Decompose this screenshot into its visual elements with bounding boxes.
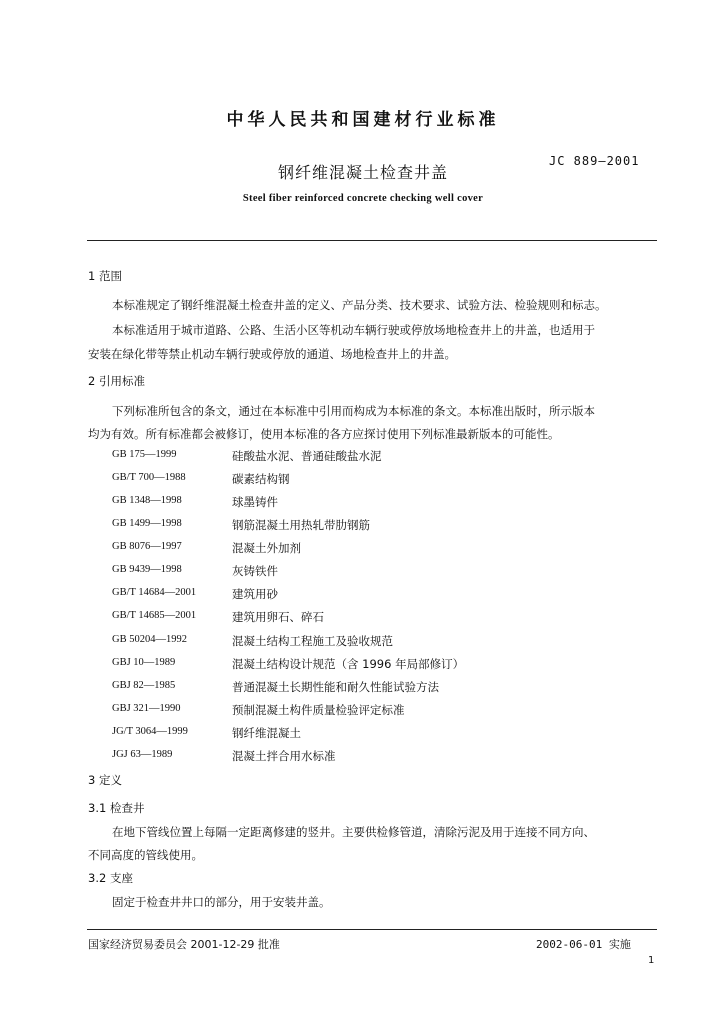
reference-name: 钢纤维混凝土 xyxy=(232,726,301,740)
reference-name: 混凝土结构工程施工及验收规范 xyxy=(232,634,393,648)
effective-date-note: 2002-06-01 实施 xyxy=(536,938,631,951)
reference-name: 建筑用卵石、碎石 xyxy=(232,610,324,624)
reference-code: GB 50204—1992 xyxy=(112,634,187,645)
reference-code: GB/T 700—1988 xyxy=(112,472,186,483)
section-3-1-text-line-2: 不同高度的管线使用。 xyxy=(88,848,203,862)
section-3-1-heading: 3.1 检查井 xyxy=(88,801,145,815)
reference-code: GBJ 321—1990 xyxy=(112,703,181,714)
reference-code: GB 1499—1998 xyxy=(112,518,182,529)
reference-code: GB/T 14685—2001 xyxy=(112,610,197,621)
section-2-intro-line-1: 下列标准所包含的条文，通过在本标准中引用而构成为本标准的条文。本标准出版时，所示版本 xyxy=(112,404,595,418)
section-1-paragraph-2-line-1: 本标准适用于城市道路、公路、生活小区等机动车辆行驶或停放场地检查井上的井盖，也适用于 xyxy=(112,323,595,337)
reference-code: GB 8076—1997 xyxy=(112,541,182,552)
document-title-zh: 钢纤维混凝土检查井盖 xyxy=(277,163,448,182)
header-divider xyxy=(87,240,657,241)
reference-name: 灰铸铁件 xyxy=(232,564,278,578)
section-3-1-text-line-1: 在地下管线位置上每隔一定距离修建的竖井。主要供检修管道，清除污泥及用于连接不同方向、 xyxy=(112,825,595,839)
reference-name: 混凝土结构设计规范（含 1996 年局部修订） xyxy=(232,657,465,671)
reference-name: 普通混凝土长期性能和耐久性能试验方法 xyxy=(232,680,439,694)
reference-name: 混凝土外加剂 xyxy=(232,541,301,555)
reference-name: 混凝土拌合用水标准 xyxy=(232,749,336,763)
document-title-en: Steel fiber reinforced concrete checking well cover xyxy=(242,193,484,204)
reference-name: 球墨铸件 xyxy=(232,495,278,509)
reference-code: GB 1348—1998 xyxy=(112,495,182,506)
section-3-2-heading: 3.2 支座 xyxy=(88,871,133,885)
reference-name: 碳素结构钢 xyxy=(232,472,290,486)
reference-code: JG/T 3064—1999 xyxy=(112,726,188,737)
page-number: 1 xyxy=(648,955,655,966)
footer-divider xyxy=(87,929,657,930)
section-1-paragraph-1: 本标准规定了钢纤维混凝土检查井盖的定义、产品分类、技术要求、试验方法、检验规则和标志。 xyxy=(112,298,607,312)
reference-code: GB/T 14684—2001 xyxy=(112,587,197,598)
reference-code: JGJ 63—1989 xyxy=(112,749,173,760)
reference-name: 硅酸盐水泥、普通硅酸盐水泥 xyxy=(232,449,382,463)
approval-note: 国家经济贸易委员会 2001-12-29 批准 xyxy=(88,938,280,951)
reference-code: GBJ 10—1989 xyxy=(112,657,176,668)
section-2-heading: 2 引用标准 xyxy=(88,374,145,388)
section-3-heading: 3 定义 xyxy=(88,773,122,787)
section-1-heading: 1 范围 xyxy=(88,269,122,283)
industry-standard-title: 中华人民共和国建材行业标准 xyxy=(226,110,500,130)
section-2-intro-line-2: 均为有效。所有标准都会被修订，使用本标准的各方应探讨使用下列标准最新版本的可能性。 xyxy=(88,427,560,441)
reference-name: 建筑用砂 xyxy=(232,587,278,601)
section-1-paragraph-2-line-2: 安装在绿化带等禁止机动车辆行驶或停放的通道、场地检查井上的井盖。 xyxy=(88,347,456,361)
section-3-2-text: 固定于检查井井口的部分，用于安装井盖。 xyxy=(112,895,331,909)
reference-code: GB 9439—1998 xyxy=(112,564,182,575)
reference-name: 钢筋混凝土用热轧带肋钢筋 xyxy=(232,518,370,532)
standard-code: JC 889—2001 xyxy=(549,154,640,168)
reference-code: GBJ 82—1985 xyxy=(112,680,176,691)
reference-name: 预制混凝土构件质量检验评定标准 xyxy=(232,703,405,717)
reference-code: GB 175—1999 xyxy=(112,449,177,460)
